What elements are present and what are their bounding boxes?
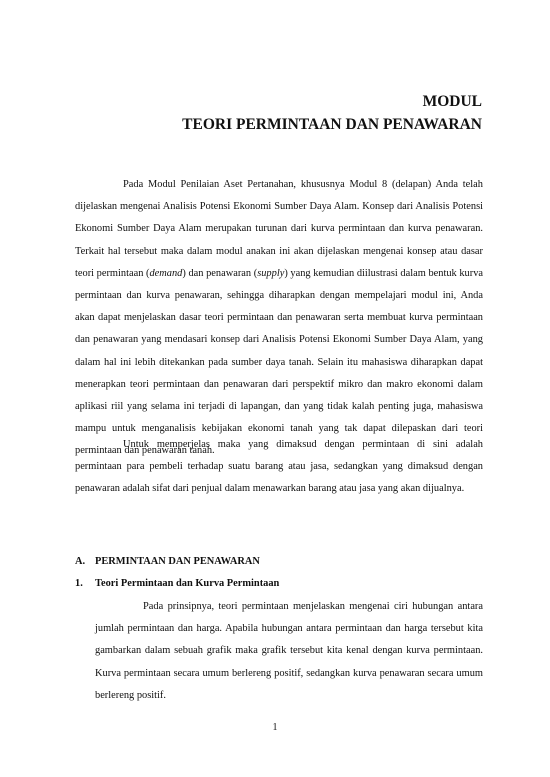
module-title: TEORI PERMINTAAN DAN PENAWARAN: [182, 116, 482, 133]
intro-paragraph-1: [75, 174, 483, 463]
page-number: 1: [272, 722, 278, 733]
intro-text-between: ) dan penawaran (: [182, 267, 258, 279]
section-a-title: PERMINTAAN DAN PENAWARAN: [95, 556, 260, 567]
module-label: MODUL: [422, 93, 482, 110]
section-a-heading: [75, 556, 260, 567]
intro-paragraph-2: Untuk memperjelas maka yang dimaksud dengan permintaan di sini adalah permintaan para pembeli terhadap suatu barang atau jasa, sedangkan yang dimaksud dengan penawaran adalah sifat dari penjual dalam menawarkan barang atau jasa yang akan dijualnya.: [75, 439, 483, 495]
section-a-number: A.: [75, 556, 86, 567]
subsection-1-heading: [75, 578, 279, 589]
subsection-1-title: Teori Permintaan dan Kurva Permintaan: [95, 578, 280, 589]
subsection-1-number: 1.: [75, 578, 83, 589]
supply-term: supply: [257, 267, 285, 279]
intro-text-before-demand: Pada Modul Penilaian Aset Pertanahan, khususnya Modul 8 (delapan) Anda telah dijelaskan mengenai Analisis Potensi Ekonomi Sumber Daya Alam. Konsep dari Analisis Potensi Ekonomi Sumber Daya Alam merupakan turunan dari kurva permintaan dan kurva penawaran. Terkait hal tersebut maka dalam modul anakan ini akan dijelaskan mengenai konsep atau dasar teori permintaan (: [75, 179, 483, 279]
demand-term: demand: [149, 267, 183, 279]
subsection-1-paragraph: Pada prinsipnya, teori permintaan menjelaskan mengenai ciri hubungan antara jumlah permintaan dan harga. Apabila hubungan antara permintaan dan harga tersebut kita gambarkan dalam sebuah grafik maka grafik tersebut kita kenal dengan kurva permintaan. Kurva permintaan secara umum berlereng positif, sedangkan kurva penawaran secara umum berlereng positif.: [95, 601, 483, 701]
intro-text-after-supply: ) yang kemudian diilustrasi dalam bentuk kurva permintaan dan kurva penawaran, sehingga diharapkan dengan mempelajari modul ini, Anda akan dapat menjelaskan dasar teori permintaan dan penawaran serta membuat kurva permintaan dan penawaran yang mendasari konsep dari Analisis Potensi Ekonomi Sumber Daya Alam, yang dalam hal ini lebih ditekankan pada sumber daya tanah. Selain itu mahasiswa diharapkan dapat menerapkan teori permintaan dan penawaran dari perspektif mikro dan makro ekonomi dalam aplikasi riil yang selama ini terjadi di lapangan, dan yang tidak kalah penting juga, mahasiswa mampu untuk menganalisis kebijakan ekonomi tanah yang tak dapat dilepaskan dari teori permintaan dan penawaran tanah.: [75, 267, 484, 457]
